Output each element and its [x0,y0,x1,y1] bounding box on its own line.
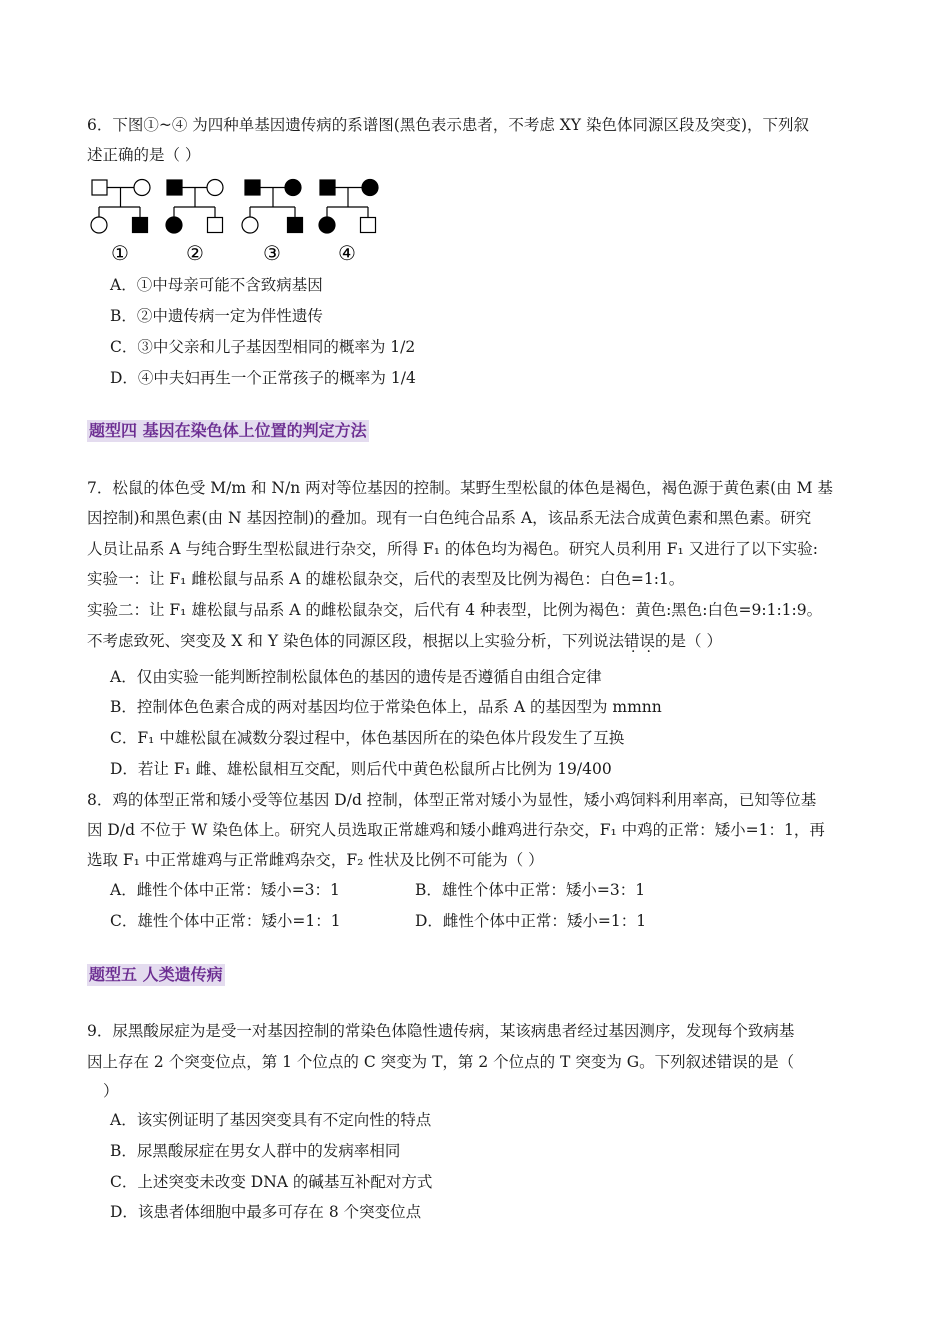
pedigree-4 [319,180,378,234]
q7-emphasis-char-1: 错 [623,632,640,650]
q8-option-c: C．雄性个体中正常：矮小=1：1 [110,912,341,930]
q7-experiment-1: 实验一：让 F₁ 雌松鼠与品系 A 的雄松鼠杂交，后代的表型及比例为褐色：白色=1:1。 [87,570,685,588]
pedigree-label-1: ① [111,241,129,265]
pedigree-label-3: ③ [263,241,281,265]
q8-option-b: B．雄性个体中正常：矮小=3：1 [415,881,646,899]
pedigree-label-2: ② [186,241,204,265]
q7-stem-line6 [87,631,722,651]
pedigree-label-4: ④ [338,241,356,265]
q6-stem-line1: 6．下图①~④ 为四种单基因遗传病的系谱图(黑色表示患者，不考虑 XY 染色体同源区段及突变)，下列叙 [87,116,809,134]
q7-stem-line3: 人员让品系 A 与纯合野生型松鼠进行杂交，所得 F₁ 的体色均为褐色。研究人员利用 F₁ 又进行了以下实验: [87,540,818,558]
q9-stem-line2: 因上存在 2 个突变位点，第 1 个位点的 C 突变为 T，第 2 个位点的 T 突变为 G。下列叙述错误的是（ [87,1053,795,1071]
q6-stem-line2: 述正确的是（ ） [87,146,201,164]
q8-stem-line2: 因 D/d 不位于 W 染色体上。研究人员选取正常雄鸡和矮小雌鸡进行杂交，F₁ 中鸡的正常：矮小=1：1，再 [87,821,825,839]
pedigree-1 [91,180,150,234]
q9-option-d: D．该患者体细胞中最多可存在 8 个突变位点 [110,1203,422,1221]
q9-stem-line3: ） [103,1082,119,1100]
q8-option-a: A．雌性个体中正常：矮小=3：1 [110,881,340,899]
section-heading-4: 题型四 基因在染色体上位置的判定方法 [89,421,367,440]
q9-stem-line1: 9．尿黑酸尿症为是受一对基因控制的常染色体隐性遗传病，某该病患者经过基因测序，发现每个致病基 [87,1022,795,1040]
q7-stem-line1: 7．松鼠的体色受 M/m 和 N/n 两对等位基因的控制。某野生型松鼠的体色是褐色，褐色源于黄色素(由 M 基 [87,479,833,497]
q7-emphasis-char-2: 误 [639,632,656,650]
q6-option-d: D．④中夫妇再生一个正常孩子的概率为 1/4 [110,369,416,387]
q7-option-b: B．控制体色色素合成的两对基因均位于常染色体上，品系 A 的基因型为 mmnn [110,698,662,716]
pedigree-2 [166,180,223,234]
q7-stem-line2: 因控制)和黑色素(由 N 基因控制)的叠加。现有一白色纯合品系 A，该品系无法合成黄色素和黑色素。研究 [87,509,812,527]
q8-stem-line1: 8．鸡的体型正常和矮小受等位基因 D/d 控制，体型正常对矮小为显性，矮小鸡饲料利用率高，已知等位基 [87,791,817,809]
q6-option-a: A．①中母亲可能不含致病基因 [110,276,323,294]
q6-option-c: C．③中父亲和儿子基因型相同的概率为 1/2 [110,338,416,356]
q7-option-a: A．仅由实验一能判断控制松鼠体色的基因的遗传是否遵循自由组合定律 [110,668,602,686]
q7-line6-pre: 不考虑致死、突变及 X 和 Y 染色体的同源区段，根据以上实验分析，下列说法 [87,632,624,650]
section-heading-5: 题型五 人类遗传病 [89,965,223,984]
q9-option-a: A．该实例证明了基因突变具有不定向性的特点 [110,1111,432,1129]
q6-option-b: B．②中遗传病一定为伴性遗传 [110,307,323,325]
q8-option-d: D．雌性个体中正常：矮小=1：1 [415,912,647,930]
q9-option-c: C．上述突变未改变 DNA 的碱基互补配对方式 [110,1173,433,1191]
q7-experiment-2: 实验二：让 F₁ 雄松鼠与品系 A 的雌松鼠杂交，后代有 4 种表型，比例为褐色：黄色:黑色:白色=9:1:1:9。 [87,601,823,619]
q7-line6-post: 的是（ ） [655,632,722,650]
q7-option-c: C．F₁ 中雄松鼠在减数分裂过程中，体色基因所在的染色体片段发生了互换 [110,729,625,747]
pedigree-3 [242,180,303,234]
pedigree-diagrams [85,175,395,267]
q7-option-d: D．若让 F₁ 雌、雄松鼠相互交配，则后代中黄色松鼠所占比例为 19/400 [110,760,612,778]
q8-stem-line3: 选取 F₁ 中正常雄鸡与正常雌鸡杂交，F₂ 性状及比例不可能为（ ） [87,851,544,869]
q9-option-b: B．尿黑酸尿症在男女人群中的发病率相同 [110,1142,401,1160]
